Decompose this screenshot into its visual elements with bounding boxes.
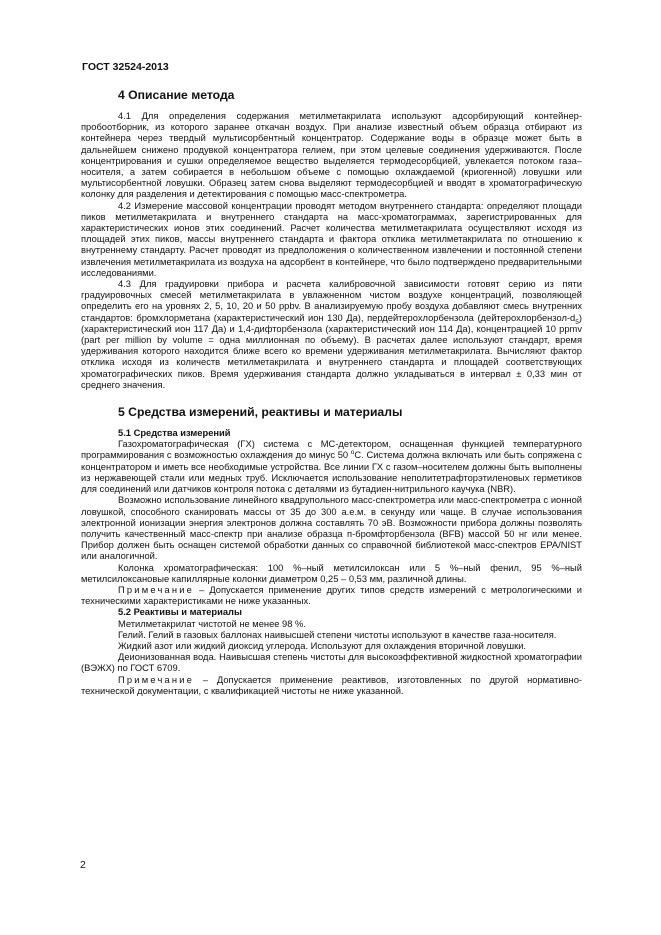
note-5-2 xyxy=(81,675,582,697)
paragraph-4-3-part-a: 4.3 Для градуировки прибора и расчета калибровочной зависимости готовят серию из пяти градуировочных смесей метилметакрилата в увлажненном чистом воздухе концентраций, позволяющей определить его на уровнях 2, 5, 10, 20 и 50 ppbv. В анализируемую пробу воздуха добавляют смесь внутренних стандартов: бромхлорметана (характеристический ион 130 Да), пердейтерохлорбензола (дейтерохлорбензол-d xyxy=(81,279,582,323)
paragraph-4-2: 4.2 Измерение массовой концентрации проводят методом внутреннего стандарта: определяют площади пиков метилметакрилата и внутреннего стандарта на масс-хроматограммах, зарегистрированных для характеристических ионов этих соединений. Расчет количества метилметакрилата осуществляют исходя из площадей этих пиков, массы внутреннего стандарта и фактора отклика метилметакрилата по отношению к внутреннему стандарту. Расчет проводят из предположения о количественном извлечении и постоянной степени извлечения метилметакрилата из воздуха на адсорбент в контейнере, что было подтверждено предварительными исследованиями. xyxy=(81,200,582,278)
note-label: Примечание xyxy=(118,674,195,685)
paragraph-5-1-column: Колонка хроматографическая: 100 %–ный метилсилоксан или 5 %–ный фенил, 95 %–ный метилсилоксановые капиллярные колонки диаметром 0,25 – 0,53 мм, различной длины. xyxy=(81,562,582,584)
paragraph-5-2-water: Деионизованная вода. Наивысшая степень чистоты для высокоэффективной жидкостной хроматографии (ВЭЖХ) по ГОСТ 6709. xyxy=(81,652,582,674)
degree-superscript: o xyxy=(350,449,355,457)
document-id-header: ГОСТ 32524-2013 xyxy=(82,61,169,73)
paragraph-5-1-mass-spectrometer: Возможно использование линейного квадрупольного масс-спектрометра или масс-спектрометра с ионной ловушкой, способного сканировать массы от 35 до 300 а.е.м. в секунду или чаще. В случае использования электронной ионизации энергия электронов должна составлять 70 эВ. Возможности прибора должны позволять получить качественный масс-спектр при анализе образца п-бромфторбензола (BFB) массой 50 нг или менее. Прибор должен быть оснащен системой обработки данных со справочной библиотекой масс-спектров EPA/NIST или аналогичной. xyxy=(81,495,582,562)
paragraph-5-2-mma: Метилметакрилат чистотой не менее 98 %. xyxy=(118,618,306,629)
paragraph-4-3-part-b: ) (характеристический ион 117 Да) и 1,4-дифторбензола (характеристический ион 114 Да), концентрацией 10 ppmv (part per million by volume = одна миллионная по объему). В расчетах далее используют стандарт, время удерживания которого находится ближе всего ко времени удерживания метилметакрилата. Вычисляют фактор отклика исходя из количеств метилметакрилата и внутреннего стандарта и площадей соответствующих хроматографических пиков. Время удерживания стандарта должно укладываться в интервал ± 0,33 мин от среднего значения. xyxy=(81,312,582,390)
gc-system-part-b: С. Система должна включать или быть сопряжена с концентратором и иметь все необходимые устройства. Все линии ГХ с газом–носителем должны быть выполнены из нержавеющей стали или медных труб. Исключается использование неполитетрафторэтиленовых герметиков для соединений или датчиков контроля потока с деталями из бутадиен-нитрильного каучука (NBR). xyxy=(81,450,582,495)
note-label: Примечание xyxy=(118,584,195,595)
note-5-1 xyxy=(81,585,582,607)
paragraph-5-2-nitrogen: Жидкий азот или жидкий диоксид углерода. Используют для охлаждения вторичной ловушки. xyxy=(118,640,527,651)
paragraph-4-3 xyxy=(81,279,582,391)
document-body xyxy=(81,88,582,697)
paragraph-5-2-helium: Гелий. Гелий в газовых баллонах наивысшей степени чистоты используют в качестве газа-носителя. xyxy=(118,629,557,640)
gc-system-part-a: Газохроматографическая (ГХ) система с МС-детектором, оснащенная функцией температурного программирования с возможностью охлаждения до минус 50 xyxy=(81,439,582,461)
paragraph-4-1: 4.1 Для определения содержания метилметакрилата используют адсорбирующий контейнер-пробоотборник, из которого заранее откачан воздух. При анализе известный объем образца отбирают из контейнера через твердый мультисорбентный концентратор. Содержание воды в образце может быть в дальнейшем снижено продувкой концентратора гелием, при этом целевые соединения удерживаются. После концентрирования и сушки определяемое вещество выделяется термодесорбцией, увлекается потоком газа–носителя, а затем собирается в небольшом объеме с помощью охлаждаемой (криогенной) ловушки или мультисорбентной ловушки. Образец затем снова выделяют термодесорбцией и вводят в хроматографическую колонку для разделения и детектирования с помощью масс-спектрометра. xyxy=(81,111,582,200)
paragraph-5-1-gc-system xyxy=(81,439,582,495)
page-number: 2 xyxy=(80,859,86,871)
section-5-title: 5 Средства измерений, реактивы и материалы xyxy=(118,405,403,420)
note-text: – Допускается применение реактивов, изготовленных по другой нормативно-технической документации, с квалификацией чистоты не ниже указанной. xyxy=(81,674,582,696)
subscript-5: 5 xyxy=(575,318,579,326)
section-4-title: 4 Описание метода xyxy=(118,88,235,102)
subsection-5-1-title: 5.1 Средства измерений xyxy=(118,428,231,439)
subsection-5-2-title: 5.2 Реактивы и материалы xyxy=(118,607,242,618)
note-text: – Допускается применение других типов средств измерений с метрологическими и техническими характеристиками не ниже указанных. xyxy=(81,584,582,607)
